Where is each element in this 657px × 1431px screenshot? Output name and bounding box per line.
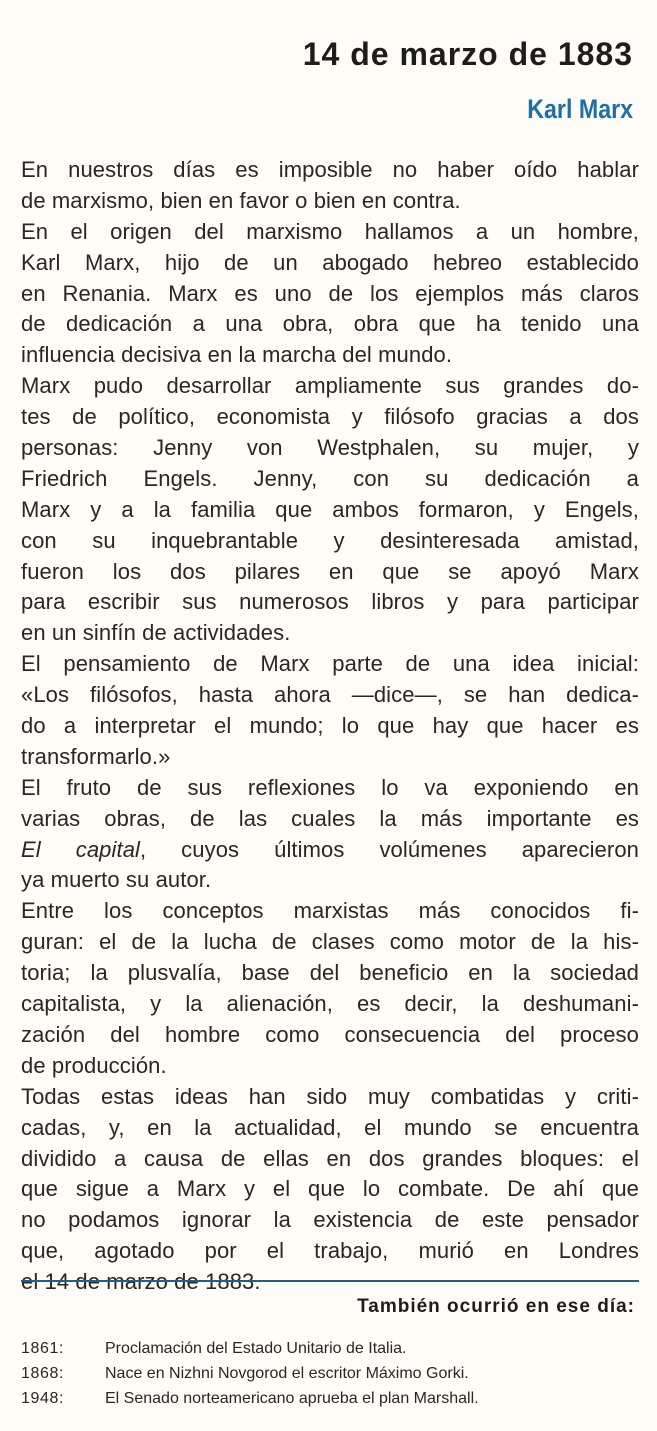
text-line: capitalista, y la alienación, es decir, la deshumani- bbox=[21, 991, 639, 1017]
event-description: El Senado norteamericano aprueba el plan Marshall. bbox=[105, 1390, 479, 1407]
text-line: zación del hombre como consecuencia del proceso bbox=[21, 1021, 639, 1047]
text-line: varias obras, de las cuales la más importante es bbox=[21, 805, 639, 831]
text-line: El fruto de sus reflexiones lo va exponiendo en bbox=[21, 774, 639, 800]
text-line: el 14 de marzo de 1883. bbox=[21, 1269, 261, 1295]
text-line: para escribir sus numerosos libros y para participar bbox=[21, 589, 639, 615]
text-line: Karl Marx, hijo de un abogado hebreo establecido bbox=[21, 249, 639, 275]
text-line: guran: el de la lucha de clases como motor de la his- bbox=[21, 929, 639, 955]
text-line: en Renania. Marx es uno de los ejemplos más claros bbox=[21, 280, 639, 306]
event-description: Nace en Nizhni Novgorod el escritor Máximo Gorki. bbox=[105, 1365, 469, 1382]
book-title: El capital bbox=[21, 836, 141, 862]
event-description: Proclamación del Estado Unitario de Italia. bbox=[105, 1340, 407, 1357]
page-title: 14 de marzo de 1883 bbox=[302, 36, 633, 72]
text-line: «Los filósofos, hasta ahora —dice—, se han dedica- bbox=[21, 682, 639, 708]
text-line: El pensamiento de Marx parte de una idea inicial: bbox=[21, 651, 639, 677]
text-line: que sigue a Marx y el que lo combate. De ahí que bbox=[21, 1176, 639, 1202]
section-divider bbox=[21, 1280, 639, 1282]
text-line: tes de político, economista y filósofo gracias a dos bbox=[21, 404, 639, 430]
event-row bbox=[21, 1336, 641, 1361]
text-line: Marx y a la familia que ambos formaron, y Engels, bbox=[21, 496, 639, 522]
text-line: Entre los conceptos marxistas más conocidos fi- bbox=[21, 898, 639, 924]
text-line: El capital, cuyos últimos volúmenes aparecieron bbox=[21, 836, 639, 862]
text-line: en un sinfín de actividades. bbox=[21, 620, 291, 646]
text-line: de marxismo, bien en favor o bien en contra. bbox=[21, 187, 461, 213]
text-line: En el origen del marxismo hallamos a un hombre, bbox=[21, 218, 639, 244]
subject-name: Karl Marx bbox=[527, 94, 633, 124]
text-line: cadas, y, en la actualidad, el mundo se encuentra bbox=[21, 1114, 639, 1140]
text-line: Friedrich Engels. Jenny, con su dedicación a bbox=[21, 465, 639, 491]
event-row bbox=[21, 1361, 641, 1386]
event-year: 1868: bbox=[21, 1365, 65, 1382]
text-line: Todas estas ideas han sido muy combatidas y criti- bbox=[21, 1083, 639, 1109]
text-line: Marx pudo desarrollar ampliamente sus grandes do- bbox=[21, 373, 639, 399]
text-line: transformarlo.» bbox=[21, 743, 171, 769]
events-list bbox=[21, 1336, 641, 1411]
article-body bbox=[21, 155, 639, 1298]
text-line: que, agotado por el trabajo, murió en Londres bbox=[21, 1238, 639, 1264]
text-line: de dedicación a una obra, obra que ha tenido una bbox=[21, 311, 639, 337]
text-line: do a interpretar el mundo; lo que hay que hacer es bbox=[21, 713, 639, 739]
text-line: con su inquebrantable y desinteresada amistad, bbox=[21, 527, 639, 553]
also-happened-title: También ocurrió en ese día: bbox=[357, 1296, 635, 1317]
text-line: toria; la plusvalía, base del beneficio en la sociedad bbox=[21, 960, 639, 986]
event-year: 1861: bbox=[21, 1340, 65, 1357]
text-line: influencia decisiva en la marcha del mundo. bbox=[21, 342, 453, 368]
text-line: personas: Jenny von Westphalen, su mujer, y bbox=[21, 435, 639, 461]
event-row bbox=[21, 1386, 641, 1411]
text-line: ya muerto su autor. bbox=[21, 867, 212, 893]
text-line: En nuestros días es imposible no haber oído hablar bbox=[21, 157, 639, 182]
text-line: de producción. bbox=[21, 1052, 167, 1078]
text-line: dividido a causa de ellas en dos grandes bloques: el bbox=[21, 1145, 639, 1171]
text-line: no podamos ignorar la existencia de este pensador bbox=[21, 1207, 639, 1233]
text-line: fueron los dos pilares en que se apoyó Marx bbox=[21, 558, 639, 584]
event-year: 1948: bbox=[21, 1390, 65, 1407]
